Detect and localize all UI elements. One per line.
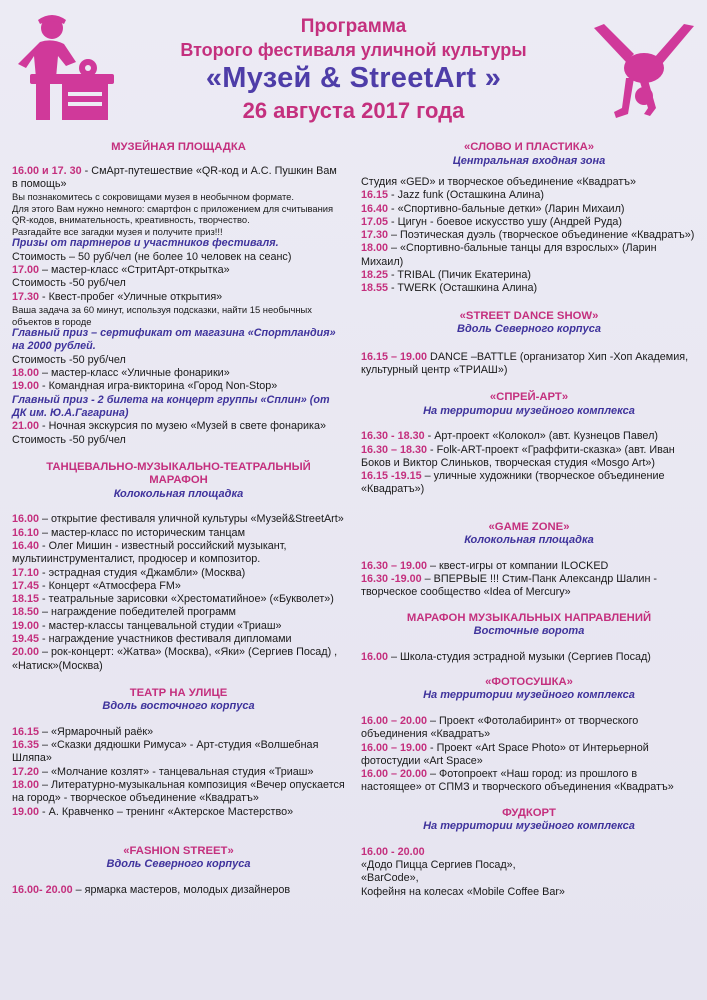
section-title: ТЕАТР НА УЛИЦЕ (129, 686, 228, 699)
event-text: – рок-концерт: «Жатва» (Москва), «Яки» (Сергиев Посад) , «Натиск»(Москва) (12, 646, 338, 672)
event-time: 16.15 (12, 725, 40, 738)
section-place: На территории музейного комплекса (423, 404, 635, 417)
description: Ваша задача за 60 минут, используя подсказки, найти 15 необычных объектов в городе (12, 303, 312, 327)
event-time: 16.30 – 19.00 (361, 559, 428, 572)
game-section (361, 521, 697, 600)
event-time: 16.30 -19.00 (361, 573, 422, 586)
event-time: 16.00 – 20.00 (361, 768, 428, 781)
photo-section (361, 676, 697, 795)
schedule-line (12, 291, 345, 304)
section-title: «GAME ZONE» (488, 520, 570, 533)
event-text: - А. Кравченко – тренинг «Актерское Мастерство» (39, 805, 294, 818)
event-time: 19.45 (12, 632, 40, 645)
schedule-line (12, 726, 345, 739)
prize-note: Призы от партнеров и участников фестиваля. (12, 237, 279, 250)
schedule-line (12, 540, 345, 567)
schedule-line (12, 766, 345, 779)
event-time: 19.00 (12, 805, 40, 818)
cost-note: Стоимость – 50 руб/чел (не более 10 человек на сеанс) (12, 250, 292, 263)
schedule-line (12, 380, 345, 393)
section-title: МУЗЕЙНАЯ ПЛОЩАДКА (111, 141, 246, 153)
event-time: 16.00- 20.00 (12, 883, 73, 896)
food-section (361, 807, 697, 899)
schedule-line (361, 351, 697, 378)
event-text: - мастер-классы танцевальной студии «Триаш» (39, 619, 282, 632)
schedule-line (12, 806, 345, 819)
event-text: – открытие фестиваля уличной культуры «Музей&StreetArt» (39, 513, 344, 526)
event-text: - Ночная экскурсия по музею «Музей в свете фонарика» (39, 420, 326, 433)
event-text: - TRIBAL (Пичик Екатерина) (388, 269, 531, 282)
left-column (12, 141, 345, 897)
event-text: – «Молчание козлят» - танцевальная студия «Триаш» (39, 765, 314, 778)
event-time: 17.30 (12, 290, 40, 303)
event-time: 16.00 – 20.00 (361, 714, 428, 727)
event-text: - «Спортивно-бальные детки» (Ларин Михаил) (388, 202, 625, 215)
schedule-line (12, 633, 345, 646)
event-text: – мастер-класс «СтритАрт-открытка» (39, 264, 230, 277)
event-time: 18.25 (361, 269, 389, 282)
schedule-line (12, 606, 345, 619)
dance-list (12, 513, 345, 673)
event-time: 16.00 (12, 513, 40, 526)
right-column (361, 141, 697, 899)
section-place: На территории музейного комплекса (423, 689, 635, 702)
section-title: «FASHION STREET» (123, 844, 234, 857)
prize-note: Главный приз - 2 билета на концерт группы «Сплин» (от ДК им. Ю.А.Гагарина) (12, 393, 330, 419)
event-text: – «Сказки дядюшки Римуса» - Арт-студия «Волшебная Шляпа» (12, 739, 319, 765)
event-time: 16.15 – 19.00 (361, 350, 428, 363)
event-text: - Квест-пробег «Уличные открытия» (39, 290, 223, 303)
schedule-line (12, 620, 345, 633)
event-text: – Школа-студия эстрадной музыки (Сергиев Посад) (388, 650, 651, 663)
event-time: 21.00 (12, 420, 40, 433)
event-time: 16.15 -19.15 (361, 470, 422, 483)
event-time: 17.05 (361, 215, 389, 228)
festival-title: «Музей & StreetArt » (205, 62, 502, 94)
section-title: «СПРЕЙ-АРТ» (489, 391, 569, 404)
event-text: - театральные зарисовки «Хрестоматийное» («Букволет») (39, 593, 334, 606)
dj-silhouette-icon (18, 14, 118, 122)
schedule-line (361, 189, 697, 202)
event-text: - Концерт «Атмосфера FM» (39, 579, 181, 592)
event-text: – Литературно-музыкальная композиция «Вечер опускается на город» - творческое объединение «Квадратъ» (12, 779, 345, 805)
schedule-line (12, 513, 345, 526)
event-time: 20.00 (12, 646, 40, 659)
schedule-line (12, 884, 345, 897)
section-title: «СЛОВО И ПЛАСТИКА» (463, 141, 595, 153)
dance-section (12, 461, 345, 673)
cost-note: Стоимость -50 руб/чел (12, 433, 126, 446)
event-time: 18.50 (12, 606, 40, 619)
festival-date: 26 августа 2017 года (242, 98, 465, 123)
event-text: – мастер-класс по историческим танцам (39, 526, 245, 539)
slovo-list (361, 189, 697, 295)
event-time: 17.45 (12, 579, 40, 592)
event-text: - Проект «Art Space Photo» от Интерьерной фотостудии «Art Space» (361, 741, 649, 767)
game-list (361, 560, 697, 600)
description: Для этого Вам нужно немного: смартфон с приложением для считывания QR-кодов, внимательность, креативность, творчество. (12, 202, 334, 226)
slovo-section (361, 141, 697, 296)
schedule-line (361, 742, 697, 769)
theatre-section (12, 687, 345, 819)
description: Вы познакомитесь с сокровищами музея в необычном формате. (12, 191, 294, 203)
section-title-cont: МАРАФОН (149, 474, 208, 487)
event-text: – квест-игры от компании ILOCKED (427, 559, 609, 572)
breakdancer-silhouette-icon (590, 22, 698, 122)
section-title: ТАНЦЕВАЛЬНО-МУЗЫКАЛЬНО-ТЕАТРАЛЬНЫЙ (46, 460, 311, 473)
cost-note: Стоимость -50 руб/чел (12, 277, 126, 290)
event-time: 16.10 (12, 526, 40, 539)
event-text: - TWERK (Осташкина Алина) (388, 282, 538, 295)
section-place: Вдоль Северного корпуса (457, 323, 601, 336)
schedule-line (361, 203, 697, 216)
schedule-line (361, 715, 697, 742)
schedule-line (12, 527, 345, 540)
schedule-line (361, 216, 697, 229)
section-place: Вдоль восточного корпуса (102, 700, 255, 713)
schedule-line (12, 580, 345, 593)
event-text: - Цигун - боевое искусство ушу (Андрей Руда) (388, 215, 622, 228)
theatre-list (12, 726, 345, 819)
event-time: 18.00 (361, 242, 389, 255)
schedule-line (361, 229, 697, 242)
event-time: 16.40 (361, 202, 389, 215)
event-time: 16.00 (361, 650, 389, 663)
schedule-line (361, 269, 697, 282)
event-time: 16.30 – 18.30 (361, 443, 428, 456)
event-time: 19.00 (12, 619, 40, 632)
schedule-line (12, 165, 345, 192)
section-place: Центральная входная зона (452, 154, 606, 167)
event-text: – мастер-класс «Уличные фонарики» (39, 367, 230, 380)
section-place: Вдоль Северного корпуса (106, 858, 251, 871)
event-time: 16.35 (12, 739, 40, 752)
museum-section (12, 141, 345, 447)
event-time: 17.10 (12, 566, 40, 579)
section-place: Восточные ворота (473, 625, 585, 638)
section-place: На территории музейного комплекса (423, 820, 635, 833)
fashion-section (12, 845, 345, 897)
event-time: 17.00 (12, 264, 40, 277)
schedule-line (361, 242, 697, 269)
event-time: 18.55 (361, 282, 389, 295)
schedule-line (12, 593, 345, 606)
music-section (361, 612, 697, 664)
spray-list (361, 430, 697, 496)
schedule-line (12, 420, 345, 433)
event-time: 16.15 (361, 189, 389, 202)
event-time: 18.00 (12, 779, 40, 792)
streetdance-list (361, 351, 697, 378)
event-time: 16.30 - 18.30 (361, 430, 425, 443)
schedule-line (361, 444, 697, 471)
food-vendor: Кофейня на колесах «Mobile Coffee Bar» (361, 885, 565, 898)
event-time: 17.30 (361, 229, 389, 242)
event-text: – уличные художники (творческое объединение «Квадратъ») (361, 470, 665, 496)
schedule-line (12, 779, 345, 806)
event-text: - эстрадная студия «Джамбли» (Москва) (39, 566, 246, 579)
prize-note: Главный приз – сертификат от магазина «Спортландия» на 2000 рублей. (12, 327, 336, 353)
event-text: - Олег Мишин - известный российский музыкант, мультиинструменталист, продюсер и композитор. (12, 539, 287, 566)
event-text: - Folk-ART-проект «Граффити-сказка» (авт. Иван Боков и Виктор Слиньков, творческая студия «Mosgo Art») (361, 443, 675, 469)
event-text: – ВПЕРВЫЕ !!! Стим-Панк Александр Шалин - творческое сообщество «Idea of Mercury» (361, 573, 658, 599)
event-text: - награждение участников фестиваля дипломами (39, 632, 292, 645)
event-text: - Jazz funk (Осташкина Алина) (388, 189, 544, 202)
header-line1: Программа (300, 16, 407, 37)
event-text: – награждение победителей программ (39, 606, 236, 619)
food-vendor: «Додо Пицца Сергиев Посад», (361, 859, 516, 872)
schedule-line (361, 282, 697, 295)
cost-note: Стоимость -50 руб/чел (12, 353, 126, 366)
section-place: Колокольная площадка (113, 487, 244, 500)
section-title: ФУДКОРТ (502, 806, 556, 819)
intro-line: Студия «GED» и творческое объединение «Квадратъ» (361, 176, 637, 188)
schedule-line (12, 367, 345, 380)
fashion-list (12, 884, 345, 897)
event-text: DANCE –BATTLE (организатор Хип -Хоп Академия, культурный центр «ТРИАШ») (361, 350, 689, 376)
event-text: - Арт-проект «Колокол» (авт. Кузнецов Павел) (424, 430, 658, 443)
spray-section (361, 391, 697, 496)
section-place: Колокольная площадка (464, 534, 594, 547)
event-text: – ярмарка мастеров, молодых дизайнеров (72, 883, 291, 896)
schedule-line (361, 430, 697, 443)
header-line2: Второго фестиваля уличной культуры (180, 40, 527, 60)
schedule-line (12, 567, 345, 580)
section-title: МАРАФОН МУЗЫКАЛЬНЫХ НАПРАВЛЕНИЙ (406, 611, 652, 624)
section-title: «ФОТОСУШКА» (485, 675, 573, 688)
event-time: 18.15 (12, 593, 40, 606)
event-text: – Фотопроект «Наш город: из прошлого в настоящее» от СПМЗ и творческого объединения «Квадратъ» (361, 768, 674, 794)
section-title: «STREET DANCE SHOW» (459, 309, 599, 322)
event-text: – «Ярмарочный раёк» (39, 725, 154, 738)
schedule-line (361, 470, 697, 497)
event-time: 19.00 (12, 380, 40, 393)
schedule-line (12, 646, 345, 673)
event-text: – Поэтическая дуэль (творческое объединение «Квадратъ») (388, 229, 695, 242)
schedule-line (361, 573, 697, 600)
event-text: – «Спортивно-бальные танцы для взрослых» (Ларин Михаил) (361, 242, 657, 268)
event-text: – Проект «Фотолабиринт» от творческого объединения «Квадратъ» (361, 714, 639, 741)
food-vendor: «BarCode», (361, 872, 419, 885)
event-time: 17.20 (12, 765, 40, 778)
schedule-line (361, 560, 697, 573)
event-time: 18.00 (12, 367, 40, 380)
event-time: 16.00 - 20.00 (361, 845, 425, 858)
schedule-line (12, 739, 345, 766)
event-time: 16.00 и 17. 30 (12, 164, 82, 177)
photo-list (361, 715, 697, 795)
music-list (361, 651, 697, 664)
event-time: 16.40 (12, 539, 40, 552)
schedule-line (12, 264, 345, 277)
event-text: - СмАрт-путешествие «QR-код и А.С. Пушкин Вам в помощь» (12, 164, 337, 190)
description: Разгадайте все загадки музея и получите приз!!! (12, 225, 223, 237)
event-time: 16.00 – 19.00 (361, 741, 428, 754)
schedule-line (361, 651, 697, 664)
event-text: - Командная игра-викторина «Город Non-Stop» (39, 380, 278, 393)
streetdance-section (361, 310, 697, 378)
schedule-line (361, 768, 697, 795)
